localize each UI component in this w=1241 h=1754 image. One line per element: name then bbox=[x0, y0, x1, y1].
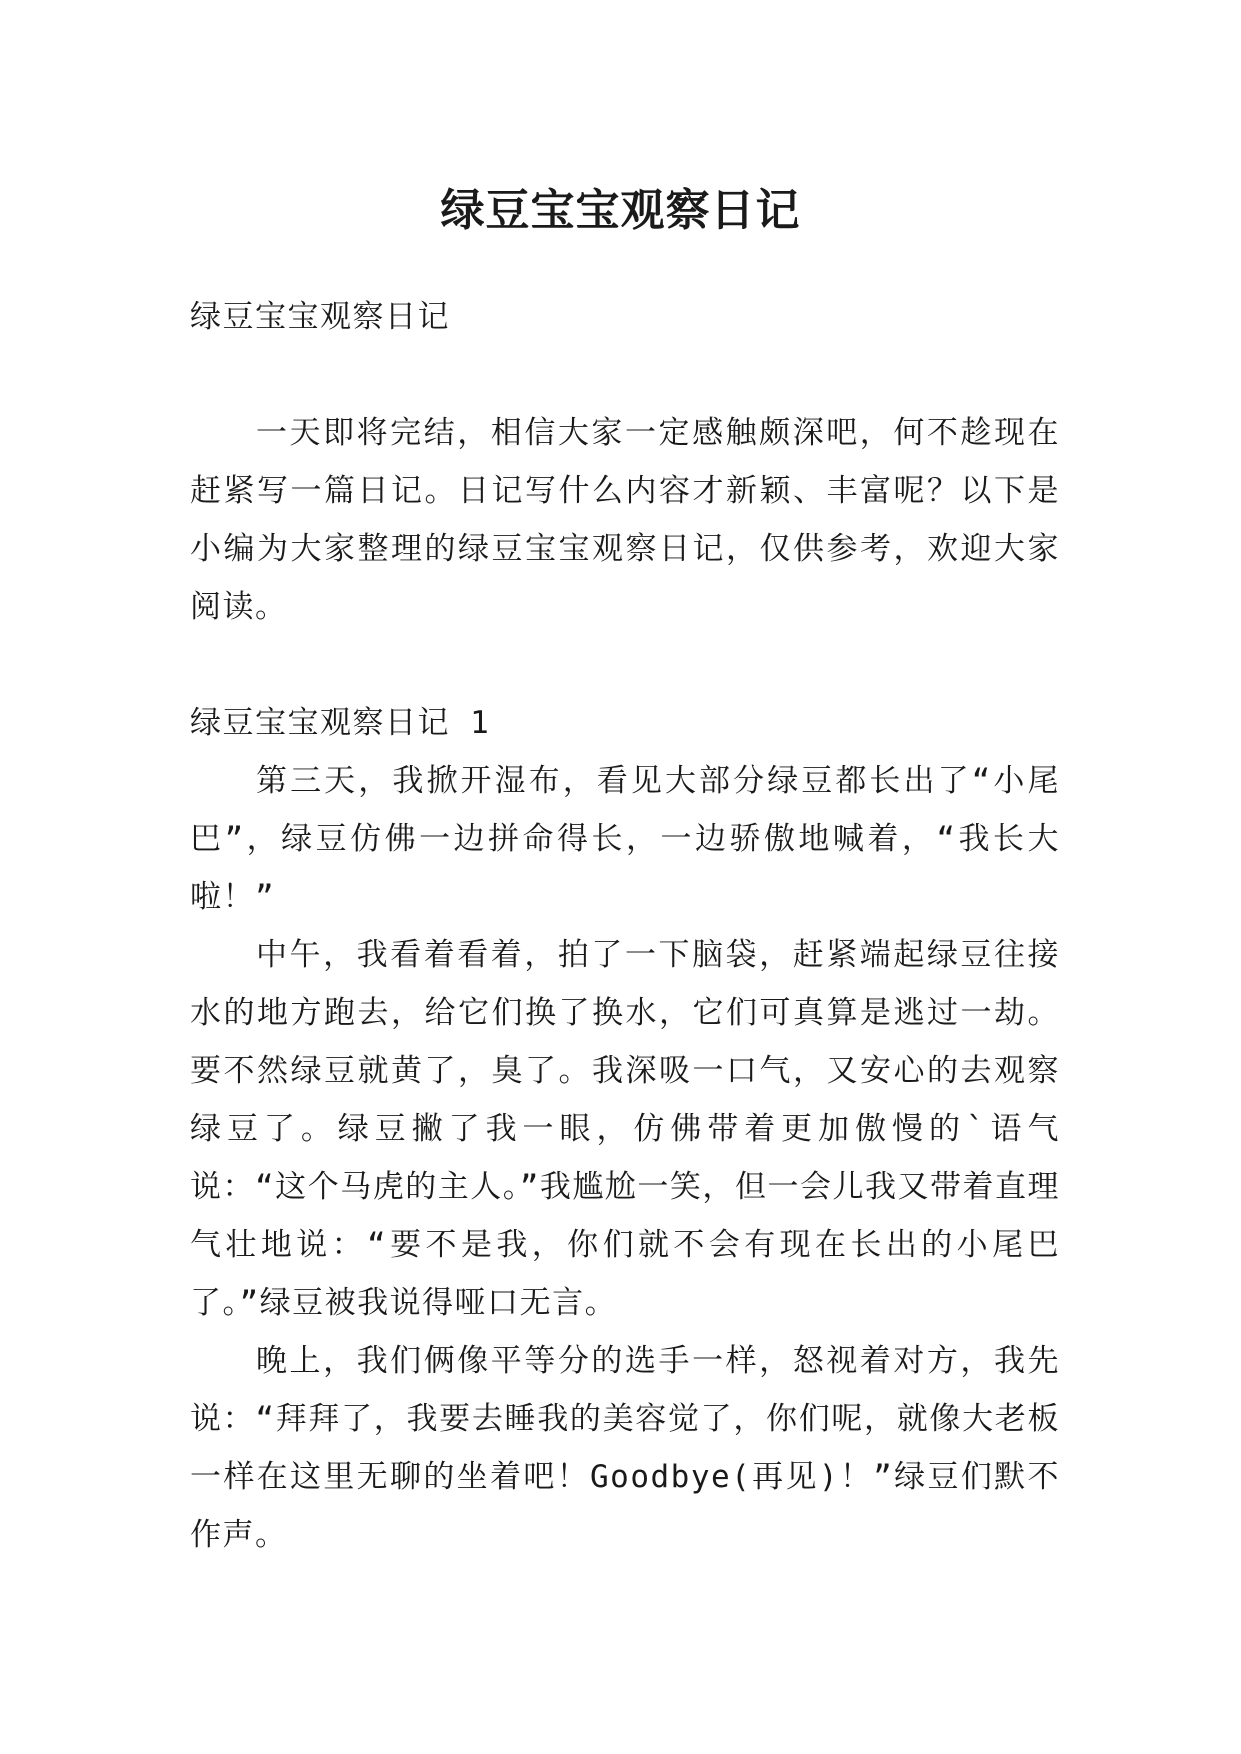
section-heading: 绿豆宝宝观察日记 1 bbox=[190, 705, 491, 741]
intro-paragraph: 一天即将完结，相信大家一定感触颇深吧，何不趁现在赶紧写一篇日记。日记写什么内容才新颖、丰富呢？以下是小编为大家整理的绿豆宝宝观察日记，仅供参考，欢迎大家阅读。 bbox=[190, 415, 1060, 625]
document-title: 绿豆宝宝观察日记 bbox=[440, 185, 801, 237]
document-subtitle: 绿豆宝宝观察日记 bbox=[190, 299, 450, 335]
body-paragraph: 第三天，我掀开湿布，看见大部分绿豆都长出了“小尾巴”，绿豆仿佛一边拼命得长，一边骄傲地喊着，“我长大啦！” bbox=[190, 763, 1060, 915]
body-paragraph: 中午，我看着看着，拍了一下脑袋，赶紧端起绿豆往接水的地方跑去，给它们换了换水，它们可真算是逃过一劫。要不然绿豆就黄了，臭了。我深吸一口气，又安心的去观察绿豆了。绿豆撇了我一眼，仿佛带着更加傲慢的`语气说：“这个马虎的主人。”我尴尬一笑，但一会儿我又带着直理气壮地说：“要不是我，你们就不会有现在长出的小尾巴了。”绿豆被我说得哑口无言。 bbox=[190, 937, 1060, 1321]
body-paragraph: 晚上，我们俩像平等分的选手一样，怒视着对方，我先说：“拜拜了，我要去睡我的美容觉了，你们呢，就像大老板一样在这里无聊的坐着吧！Goodbye(再见)！”绿豆们默不作声。 bbox=[190, 1343, 1060, 1553]
document-body bbox=[190, 288, 1060, 1564]
